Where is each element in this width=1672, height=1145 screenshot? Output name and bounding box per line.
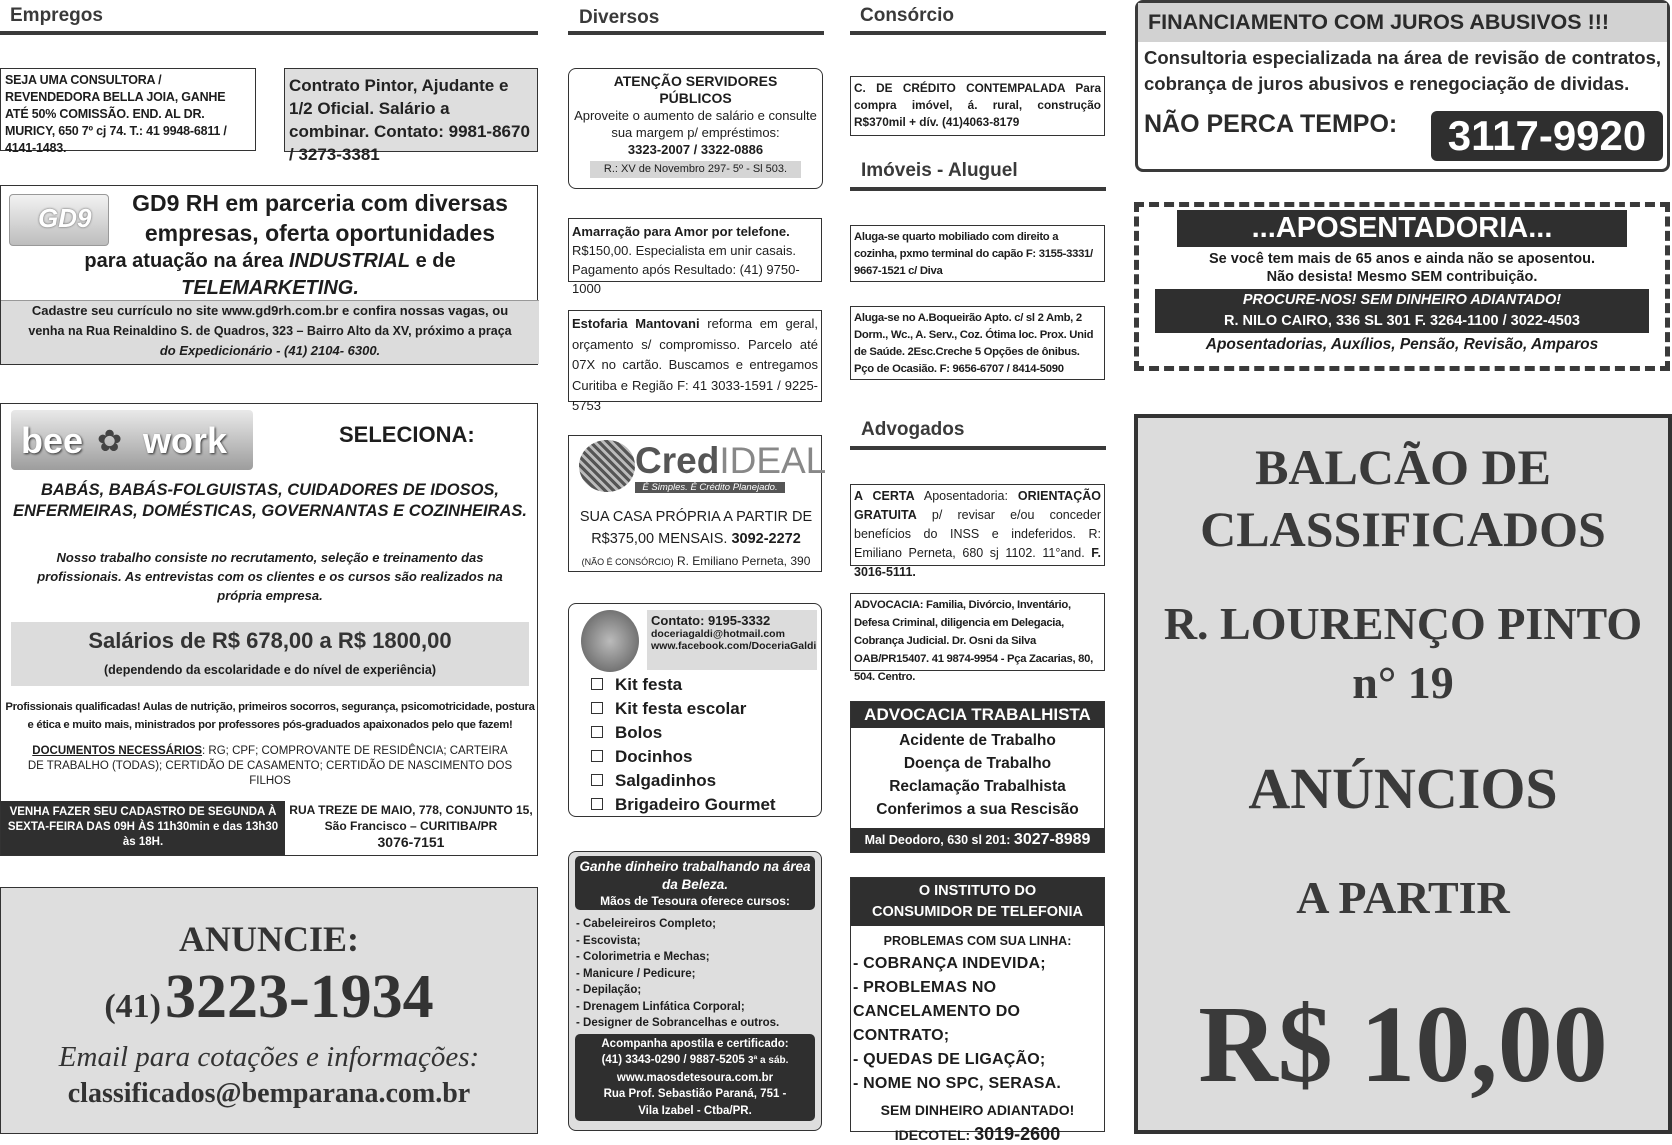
tesoura-apostila: Acompanha apostila e certificado: (601, 1037, 789, 1050)
ad-advocacia[interactable] (850, 593, 1105, 683)
ad-text: Contrato Pintor, Ajudante e 1/2 Oficial. Salário a combinar. Contato: 9981-8670 / 3273-3381 (289, 76, 530, 164)
gd9-body-3: do Expedicionário - (41) 2104- 6300. (159, 343, 381, 358)
anuncie-phone-line (1, 962, 537, 1033)
aposentadoria-services: Aposentadorias, Auxílios, Pensão, Revisão, Amparos (1205, 336, 1599, 353)
list-item: - COBRANÇA INDEVIDA; (853, 955, 1046, 972)
list-item: Salgadinhos (591, 769, 776, 793)
financiamento-body: Consultoria especializada na área de revisão de contratos, cobrança de juros abusivos e renegociação de dividas. (1144, 47, 1661, 94)
list-item: Kit festa escolar (591, 697, 776, 721)
ad-bella-joia[interactable] (0, 68, 256, 155)
credideal-logo-icon (579, 440, 635, 492)
financiamento-title: FINANCIAMENTO COM JUROS ABUSIVOS !!! (1138, 3, 1667, 42)
beework-cadastro: VENHA FAZER SEU CADASTRO DE SEGUNDA À SEXTA-FEIRA DAS 09H ÀS 11h30min e das 13h30 às 18H. (1, 801, 285, 855)
ad-tesoura[interactable] (568, 851, 822, 1131)
checkbox-icon (591, 678, 603, 690)
checkbox-icon (591, 798, 603, 810)
credideal-line-3: (NÃO É CONSÓRCIO) R. Emiliano Perneta, 390 (581, 554, 811, 568)
gd9-body-1: Cadastre seu currículo no site www.gd9rh.com.br e confira nossas vagas, ou (31, 303, 509, 318)
bee-icon: ✿ (97, 425, 123, 458)
ad-servidores[interactable] (568, 68, 823, 189)
list-item: Conferimos a sua Rescisão (876, 801, 1079, 818)
aposentadoria-line-1: Se você tem mais de 65 anos e ainda não se aposentou. (1208, 251, 1595, 267)
list-item: - Cabeleireiros Completo; (576, 918, 716, 930)
anuncie-title-text: ANUNCIE: (179, 919, 359, 959)
ad-financiamento[interactable] (1135, 0, 1670, 172)
ad-text: Aluga-se quarto mobiliado com direito a cozinha, pxmo terminal do capão F: 3155-3331/ 9667-1521 c/ Diva (854, 231, 1093, 277)
beework-roles-1: BABÁS, BABÁS-FOLGUISTAS, CUIDADORES DE IDOSOS, (40, 481, 500, 499)
list-item: - NOME NO SPC, SERASA. (853, 1075, 1061, 1092)
list-item: - Depilação; (576, 984, 642, 996)
telefonia-sub: PROBLEMAS COM SUA LINHA: (883, 934, 1072, 948)
anuncie-area: (41) (104, 988, 161, 1025)
telefonia-sem: SEM DINHEIRO ADIANTADO! (880, 1102, 1075, 1118)
beework-docs: : RG; CPF; COMPROVANTE DE RESIDÊNCIA; CARTEIRA DE TRABALHO (TODAS); CERTIDÃO DE CASAMENTO; CERTIDÃO DE NASCIMENTO DOS FILHOS (27, 745, 513, 787)
beework-logo-b: work (143, 420, 228, 461)
list-item: Reclamação Trabalhista (889, 778, 1066, 795)
beework-profs: Profissionais qualificadas! Aulas de nutrição, primeiros socorros, segurança, psicomotricidade, postura e ética e muito mais, ministrados por professores pós-graduados apaixonados pelo que fazem! (5, 701, 535, 731)
telefonia-idecotel: IDECOTEL: 3019-2600 (894, 1124, 1061, 1144)
section-rule (0, 31, 538, 35)
anuncie-email-label: Email para cotações e informações: (58, 1041, 480, 1073)
section-title-empregos: Empregos (10, 5, 103, 26)
list-item: Bolos (591, 721, 776, 745)
financiamento-cta: NÃO PERCA TEMPO: (1144, 110, 1398, 138)
ad-aposentadoria[interactable] (1134, 202, 1670, 371)
aposentadoria-title: ...APOSENTADORIA... (1177, 210, 1627, 247)
doceria-items (591, 673, 776, 817)
beework-address: RUA TREZE DE MAIO, 778, CONJUNTO 15, São Francisco – CURITIBA/PR (289, 803, 533, 833)
beework-logo-a: bee (21, 420, 84, 461)
beework-docs-label: DOCUMENTOS NECESSÁRIOS (32, 745, 203, 757)
gd9-logo (9, 194, 109, 246)
balcao-price: R$ 10,00 (1198, 983, 1608, 1105)
ad-text: ADVOCACIA: Familia, Divórcio, Inventário, Defesa Criminal, diligencia em Delegacia, Cobrança Judicial. Dr. Osni da Silva OAB/PR15407. 41 9874-9954 - Pça Zacarias, 80, 504. Centro. (854, 599, 1093, 683)
credideal-tagline: É Simples. É Crédito Planejado. (635, 482, 785, 493)
ad-gd9[interactable] (0, 185, 538, 365)
aposentadoria-procure: PROCURE-NOS! SEM DINHEIRO ADIANTADO! (1242, 292, 1562, 308)
ad-trabalhista[interactable] (850, 701, 1105, 853)
ad-pintor[interactable] (284, 68, 538, 164)
list-item: Kit festa (591, 673, 776, 697)
doceria-facebook: www.facebook.com/DoceriaGaldi (651, 640, 817, 652)
servidores-phones: 3323-2007 / 3322-0886 (627, 142, 764, 157)
checkbox-icon (591, 750, 603, 762)
list-item: - Drenagem Linfática Corporal; (576, 1000, 745, 1013)
list-item: - PROBLEMAS NO CANCELAMENTO DO CONTRATO; (853, 979, 1021, 1044)
tesoura-phones: (41) 3343-0290 / 9887-5205 3ª a sáb. (601, 1054, 789, 1066)
anuncie-phone: 3223-1934 (165, 963, 434, 1031)
amarracao-body: R$150,00. Especialista em unir casais. Pagamento após Resultado: (41) 9750-1000 (572, 243, 800, 296)
gd9-headline-2: empresas, oferta oportunidades (144, 220, 496, 246)
amarracao-title: Amarração para Amor por telefone. (572, 224, 790, 239)
beework-seleciona: SELECIONA: (339, 422, 475, 447)
ad-imovel-boqueirao[interactable] (850, 306, 1105, 380)
credideal-line-1: SUA CASA PRÓPRIA A PARTIR DE (579, 509, 813, 525)
ad-text: C. DE CRÉDITO CONTEMPALADA Para compra imóvel, á. rural, construção R$370mil + dív. (41)4063-8179 (854, 81, 1101, 129)
estofaria-name: Estofaria Mantovani (572, 316, 700, 331)
ad-telefonia[interactable] (850, 877, 1105, 1144)
section-title-advogados: Advogados (861, 419, 965, 440)
section-rule (850, 187, 1106, 191)
ad-text: Aluga-se no A.Boqueirão Apto. c/ sl 2 Amb, 2 Dorm., Wc., A. Serv., Coz. Ótima loc. Prox. Unid de Saúde. 2Esc.Creche 5 Opções de ônibus. Pço de Ocasião. F: 9656-6707 / 8414-5090 (854, 312, 1094, 375)
financiamento-phone: 3117-9920 (1431, 111, 1663, 161)
gd9-body-2: venha na Rua Reinaldino S. de Quadros, 323 – Bairro Alto da XV, próximo a praça (28, 324, 512, 338)
servidores-addr: R.: XV de Novembro 297- 5º - Sl 503. (590, 161, 801, 178)
checkbox-icon (591, 774, 603, 786)
beework-salario-note: (dependendo da escolaridade e do nível de experiência) (103, 663, 437, 677)
aposentadoria-addr: R. NILO CAIRO, 336 SL 301 F. 3264-1100 / 3022-4503 (1224, 313, 1580, 329)
section-rule (850, 446, 1106, 450)
ad-beework[interactable] (0, 403, 538, 856)
tesoura-addr-2: Vila Izabel - Ctba/PR. (638, 1104, 752, 1117)
section-rule (850, 31, 1106, 35)
gd9-headline-1: GD9 RH em parceria com diversas (132, 190, 508, 216)
servidores-title: ATENÇÃO SERVIDORES PÚBLICOS (613, 73, 778, 106)
ad-imovel-quarto[interactable] (850, 225, 1105, 282)
section-rule (568, 31, 824, 35)
list-item: - Colorimetria e Mechas; (576, 951, 710, 963)
ad-anuncie[interactable] (0, 887, 538, 1134)
aposentadoria-line-2: Não desista! Mesmo SEM contribuição. (1266, 269, 1538, 285)
beework-salario: Salários de R$ 678,00 a R$ 1800,00 (88, 628, 452, 653)
trabalhista-footer: Mal Deodoro, 630 sl 201: 3027-8989 (851, 828, 1104, 852)
tesoura-site[interactable]: www.maosdetesoura.com.br (616, 1071, 774, 1084)
beework-roles-2: ENFERMEIRAS, DOMÉSTICAS, GOVERNANTAS E COZINHEIRAS. (13, 502, 527, 520)
estofaria-body: reforma em geral, orçamento s/ compromisso. Parcelo até 07X no cartão. Buscamos e entregamos Curitiba e Região F: 41 3033-1591 / 9225-5753 (572, 316, 818, 413)
balcao-addr-1: R. LOURENÇO PINTO (1163, 598, 1643, 649)
ad-amarracao[interactable] (568, 218, 822, 296)
section-title-diversos: Diversos (579, 7, 660, 28)
gd9-logo-text: GD9 (38, 203, 92, 233)
gd9-headline-4: TELEMARKETING. (181, 277, 359, 299)
beework-phone: 3076-7151 (377, 834, 445, 850)
doceria-logo (581, 610, 639, 672)
telefonia-title: O INSTITUTO DO CONSUMIDOR DE TELEFONIA (851, 878, 1104, 926)
trabalhista-title: ADVOCACIA TRABALHISTA (851, 702, 1104, 728)
tesoura-subtitle: Mãos de Tesoura oferece cursos: (600, 894, 790, 908)
tesoura-title: Ganhe dinheiro trabalhando na área da Beleza. (579, 859, 811, 892)
doceria-email: doceriagaldi@hotmail.com (651, 628, 785, 640)
anuncie-email[interactable]: classificados@bemparana.com.br (67, 1078, 471, 1109)
balcao-apartir: A PARTIR (1296, 872, 1510, 923)
list-item: - QUEDAS DE LIGAÇÃO; (853, 1051, 1046, 1068)
list-item: Acidente de Trabalho (899, 732, 1056, 749)
gd9-headline-3: para atuação na área INDUSTRIAL e de (84, 250, 456, 272)
balcao-title-2: CLASSIFICADOS (1200, 501, 1606, 557)
ad-estofaria[interactable] (568, 310, 822, 413)
servidores-body: Aproveite o aumento de salário e consulte sua margem p/ empréstimos: (574, 108, 817, 140)
balcao-title-1: BALCÃO DE (1255, 439, 1551, 495)
list-item: - Manicure / Pedicure; (576, 967, 696, 980)
list-item: - Designer de Sobrancelhas e outros. (576, 1017, 780, 1029)
ad-acerta[interactable]: A CERTA Aposentadoria: ORIENTAÇÃO GRATUITA p/ revisar e/ou conceder benefícios do INSS e indeferidos. R: Emiliano Perneta, 680 sj 1102. 11°and. F. 3016-5111. (850, 484, 1105, 566)
list-item: Docinhos (591, 745, 776, 769)
beework-logo (11, 410, 253, 470)
list-item: - Escovista; (576, 934, 641, 947)
checkbox-icon (591, 702, 603, 714)
credideal-logo: CredIDEAL (635, 440, 827, 481)
ad-balcao[interactable] (1134, 414, 1672, 1134)
tesoura-courses (576, 916, 821, 1032)
ad-doceria[interactable] (568, 603, 822, 817)
credideal-line-2: R$375,00 MENSAIS. 3092-2272 (591, 531, 801, 547)
balcao-addr-2: n° 19 (1352, 657, 1454, 708)
ad-consorcio-credito[interactable] (850, 76, 1105, 136)
section-title-consorcio: Consórcio (860, 5, 954, 26)
ad-text: SEJA UMA CONSULTORA / REVENDEDORA BELLA JOIA, GANHE ATÉ 50% COMISSÃO. END. AL DR. MURICY, 650 7º cj 74. T.: 41 9948-6811 / 4141-1483. (5, 73, 227, 155)
checkbox-icon (591, 726, 603, 738)
ad-credideal[interactable] (568, 435, 827, 572)
list-item: Brigadeiro Gourmet (591, 793, 776, 817)
section-title-imoveis: Imóveis - Aluguel (861, 160, 1018, 181)
doceria-contato: Contato: 9195-3332 (651, 613, 771, 628)
tesoura-addr-1: Rua Prof. Sebastião Paraná, 751 - (603, 1088, 787, 1100)
beework-desc: Nosso trabalho consiste no recrutamento, seleção e treinamento das profissionais. As entrevistas com os clientes e os cursos são realizados na própria empresa. (37, 550, 503, 603)
list-item: Doença de Trabalho (903, 755, 1052, 772)
balcao-anuncios: ANÚNCIOS (1248, 756, 1558, 821)
